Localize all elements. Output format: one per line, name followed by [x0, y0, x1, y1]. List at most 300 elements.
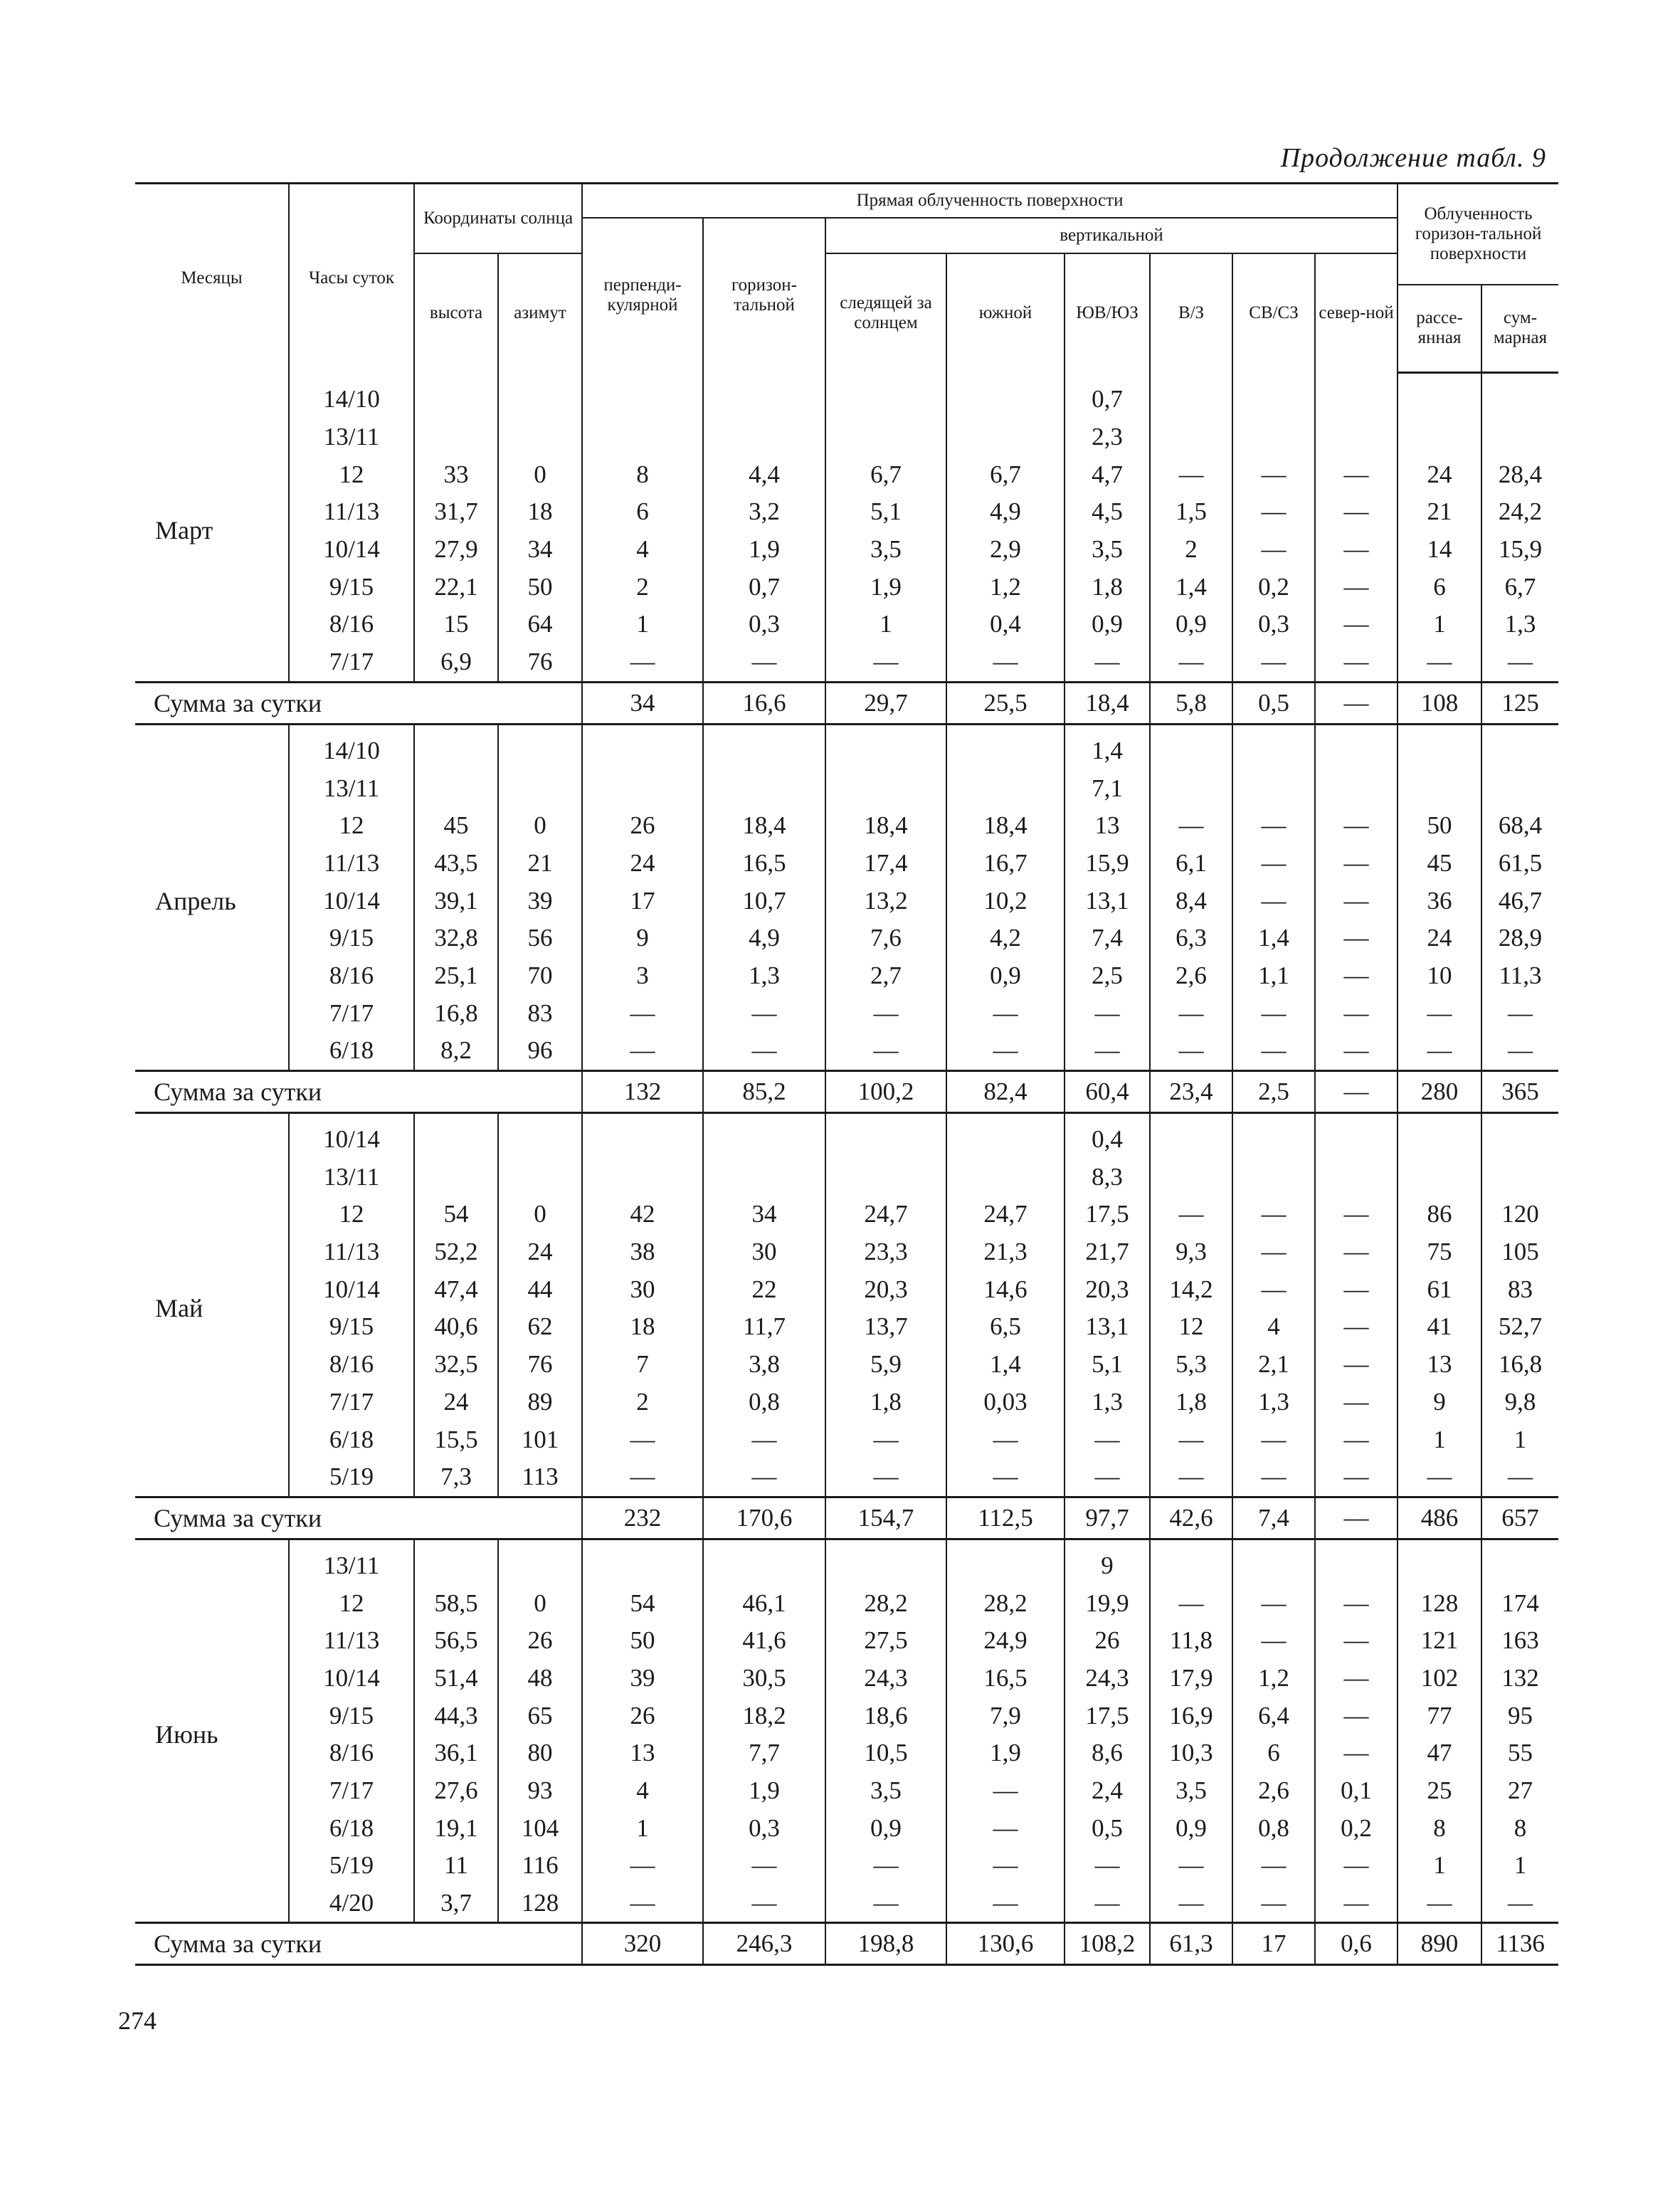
- value-cell: [825, 1158, 946, 1196]
- hour-cell: 10/14: [289, 882, 414, 920]
- value-cell: —: [1150, 456, 1232, 493]
- table-row: [135, 920, 1558, 957]
- value-cell: [498, 1112, 582, 1158]
- value-cell: 15: [414, 606, 498, 643]
- value-cell: [1481, 724, 1558, 769]
- value-cell: 24: [498, 1233, 582, 1271]
- hour-cell: 9/15: [289, 920, 414, 957]
- sum-value-cell: 1136: [1481, 1923, 1558, 1965]
- value-cell: 45: [414, 807, 498, 845]
- value-cell: —: [1481, 1458, 1558, 1497]
- value-cell: [1315, 769, 1398, 807]
- sum-value-cell: 154,7: [825, 1497, 946, 1539]
- header-sun-coords: Координаты солнца: [414, 184, 582, 253]
- value-cell: [1232, 724, 1315, 769]
- value-cell: 8,6: [1064, 1734, 1150, 1772]
- value-cell: 39: [582, 1660, 703, 1697]
- sum-value-cell: 5,8: [1150, 682, 1232, 724]
- value-cell: 4: [582, 531, 703, 569]
- value-cell: 26: [582, 1697, 703, 1734]
- value-cell: 31,7: [414, 493, 498, 531]
- value-cell: —: [703, 1847, 825, 1885]
- value-cell: —: [703, 1885, 825, 1923]
- value-cell: 13,1: [1064, 882, 1150, 920]
- value-cell: 8,4: [1150, 882, 1232, 920]
- value-cell: 47,4: [414, 1270, 498, 1308]
- value-cell: 1,4: [1150, 568, 1232, 606]
- value-cell: 4,9: [703, 920, 825, 957]
- value-cell: 17: [582, 882, 703, 920]
- sum-value-cell: 85,2: [703, 1070, 825, 1112]
- value-cell: [498, 373, 582, 418]
- value-cell: 24: [582, 845, 703, 883]
- value-cell: [414, 418, 498, 456]
- table-row: [135, 373, 1558, 418]
- value-cell: 128: [498, 1885, 582, 1923]
- value-cell: 24,3: [1064, 1660, 1150, 1697]
- value-cell: [1232, 373, 1315, 418]
- sum-value-cell: 657: [1481, 1497, 1558, 1539]
- hour-cell: 8/16: [289, 957, 414, 995]
- value-cell: 28,2: [825, 1584, 946, 1622]
- value-cell: —: [1064, 1421, 1150, 1458]
- value-cell: 11,8: [1150, 1622, 1232, 1660]
- value-cell: 61: [1398, 1270, 1481, 1308]
- value-cell: 1,3: [1232, 1384, 1315, 1421]
- hour-cell: 12: [289, 1584, 414, 1622]
- header-se-sw: ЮВ/ЮЗ: [1064, 253, 1150, 373]
- value-cell: —: [1064, 643, 1150, 682]
- value-cell: 132: [1481, 1660, 1558, 1697]
- daily-sum-label: Сумма за сутки: [135, 682, 582, 724]
- value-cell: —: [825, 994, 946, 1032]
- value-cell: [414, 724, 498, 769]
- hour-cell: 11/13: [289, 1233, 414, 1271]
- value-cell: 0,3: [1232, 606, 1315, 643]
- value-cell: —: [1398, 1032, 1481, 1070]
- value-cell: —: [1064, 1032, 1150, 1070]
- value-cell: 11: [414, 1847, 498, 1885]
- value-cell: 1,8: [1150, 1384, 1232, 1421]
- value-cell: —: [1315, 994, 1398, 1032]
- value-cell: —: [1232, 1196, 1315, 1233]
- sum-value-cell: 97,7: [1064, 1497, 1150, 1539]
- value-cell: 24: [1398, 456, 1481, 493]
- value-cell: 77: [1398, 1697, 1481, 1734]
- value-cell: —: [1150, 994, 1232, 1032]
- hour-cell: 6/18: [289, 1809, 414, 1847]
- value-cell: —: [1150, 1847, 1232, 1885]
- value-cell: 0,7: [703, 568, 825, 606]
- table-row: [135, 643, 1558, 682]
- value-cell: —: [946, 1809, 1064, 1847]
- value-cell: —: [703, 994, 825, 1032]
- value-cell: [825, 373, 946, 418]
- table-body: [135, 373, 1558, 1965]
- value-cell: 24,7: [825, 1196, 946, 1233]
- value-cell: 7,4: [1064, 920, 1150, 957]
- value-cell: 68,4: [1481, 807, 1558, 845]
- sum-value-cell: 0,6: [1315, 1923, 1398, 1965]
- value-cell: —: [582, 1885, 703, 1923]
- hour-cell: 11/13: [289, 845, 414, 883]
- value-cell: —: [1232, 1458, 1315, 1497]
- table-row: [135, 1270, 1558, 1308]
- value-cell: [1315, 373, 1398, 418]
- value-cell: 38: [582, 1233, 703, 1271]
- value-cell: [498, 1158, 582, 1196]
- value-cell: —: [1315, 1847, 1398, 1885]
- sum-value-cell: 320: [582, 1923, 703, 1965]
- value-cell: 4: [1232, 1308, 1315, 1346]
- table-row: [135, 1308, 1558, 1346]
- value-cell: 14: [1398, 531, 1481, 569]
- value-cell: 1,2: [1232, 1660, 1315, 1697]
- value-cell: 58,5: [414, 1584, 498, 1622]
- table-row: [135, 1384, 1558, 1421]
- value-cell: 18,4: [946, 807, 1064, 845]
- sum-value-cell: 60,4: [1064, 1070, 1150, 1112]
- value-cell: 13,7: [825, 1308, 946, 1346]
- value-cell: 2,7: [825, 957, 946, 995]
- value-cell: —: [1232, 994, 1315, 1032]
- value-cell: 1: [582, 606, 703, 643]
- value-cell: —: [1064, 1885, 1150, 1923]
- value-cell: 93: [498, 1772, 582, 1810]
- sum-value-cell: 82,4: [946, 1070, 1064, 1112]
- value-cell: [1481, 1158, 1558, 1196]
- value-cell: 105: [1481, 1233, 1558, 1271]
- value-cell: —: [825, 1458, 946, 1497]
- value-cell: 46,1: [703, 1584, 825, 1622]
- value-cell: 1: [825, 606, 946, 643]
- value-cell: 1,9: [703, 531, 825, 569]
- value-cell: —: [1150, 1421, 1232, 1458]
- value-cell: —: [1481, 994, 1558, 1032]
- hour-cell: 9/15: [289, 568, 414, 606]
- value-cell: 4,5: [1064, 493, 1150, 531]
- table-row: [135, 1697, 1558, 1734]
- value-cell: —: [1232, 1584, 1315, 1622]
- value-cell: [703, 373, 825, 418]
- table-row: [135, 957, 1558, 995]
- value-cell: 45: [1398, 845, 1481, 883]
- value-cell: 62: [498, 1308, 582, 1346]
- header-hours: Часы суток: [289, 184, 414, 373]
- value-cell: —: [1398, 1458, 1481, 1497]
- value-cell: 13: [582, 1734, 703, 1772]
- value-cell: —: [1315, 1622, 1398, 1660]
- value-cell: 50: [1398, 807, 1481, 845]
- value-cell: 3,7: [414, 1885, 498, 1923]
- value-cell: —: [1064, 1847, 1150, 1885]
- value-cell: —: [946, 1885, 1064, 1923]
- value-cell: —: [1315, 1270, 1398, 1308]
- value-cell: 15,9: [1064, 845, 1150, 883]
- sum-value-cell: 198,8: [825, 1923, 946, 1965]
- value-cell: 56,5: [414, 1622, 498, 1660]
- value-cell: [414, 1158, 498, 1196]
- value-cell: 4,7: [1064, 456, 1150, 493]
- hour-cell: 5/19: [289, 1847, 414, 1885]
- value-cell: [582, 1539, 703, 1584]
- value-cell: 7,6: [825, 920, 946, 957]
- value-cell: —: [1232, 456, 1315, 493]
- value-cell: —: [582, 1421, 703, 1458]
- value-cell: 10,7: [703, 882, 825, 920]
- value-cell: [1150, 1539, 1232, 1584]
- value-cell: 52,2: [414, 1233, 498, 1271]
- daily-sum-label: Сумма за сутки: [135, 1923, 582, 1965]
- hour-cell: 13/11: [289, 1158, 414, 1196]
- table-row: [135, 1539, 1558, 1584]
- value-cell: [1398, 373, 1481, 418]
- value-cell: 50: [582, 1622, 703, 1660]
- value-cell: —: [1315, 1421, 1398, 1458]
- table-row: [135, 568, 1558, 606]
- table-row: [135, 1622, 1558, 1660]
- value-cell: 3: [582, 957, 703, 995]
- value-cell: —: [1232, 807, 1315, 845]
- value-cell: 24,7: [946, 1196, 1064, 1233]
- value-cell: 44: [498, 1270, 582, 1308]
- hour-cell: 12: [289, 807, 414, 845]
- value-cell: [414, 373, 498, 418]
- value-cell: 54: [582, 1584, 703, 1622]
- value-cell: 24: [1398, 920, 1481, 957]
- value-cell: 14,2: [1150, 1270, 1232, 1308]
- value-cell: [703, 418, 825, 456]
- value-cell: 25: [1398, 1772, 1481, 1810]
- table-row: [135, 1196, 1558, 1233]
- sum-value-cell: 100,2: [825, 1070, 946, 1112]
- value-cell: [582, 769, 703, 807]
- value-cell: —: [1481, 1885, 1558, 1923]
- table-row: [135, 807, 1558, 845]
- value-cell: [1315, 418, 1398, 456]
- value-cell: [946, 724, 1064, 769]
- table-row: [135, 1885, 1558, 1923]
- table-row: [135, 418, 1558, 456]
- hour-cell: 10/14: [289, 1660, 414, 1697]
- value-cell: —: [1315, 1885, 1398, 1923]
- month-label: Май: [155, 1294, 204, 1323]
- sum-value-cell: 0,5: [1232, 682, 1315, 724]
- value-cell: 19,9: [1064, 1584, 1150, 1622]
- value-cell: [825, 724, 946, 769]
- daily-sum-row: [135, 1497, 1558, 1539]
- value-cell: 121: [1398, 1622, 1481, 1660]
- value-cell: 10,3: [1150, 1734, 1232, 1772]
- value-cell: 28,2: [946, 1584, 1064, 1622]
- value-cell: —: [1232, 531, 1315, 569]
- hour-cell: 7/17: [289, 1772, 414, 1810]
- value-cell: [1481, 1539, 1558, 1584]
- value-cell: 27: [1481, 1772, 1558, 1810]
- value-cell: [582, 724, 703, 769]
- value-cell: [1398, 769, 1481, 807]
- value-cell: —: [1315, 882, 1398, 920]
- value-cell: 5,1: [1064, 1346, 1150, 1384]
- value-cell: 20,3: [1064, 1270, 1150, 1308]
- value-cell: 22,1: [414, 568, 498, 606]
- value-cell: [582, 1158, 703, 1196]
- value-cell: [1150, 418, 1232, 456]
- value-cell: 0: [498, 456, 582, 493]
- value-cell: —: [1232, 643, 1315, 682]
- sum-value-cell: —: [1315, 682, 1398, 724]
- value-cell: 1: [582, 1809, 703, 1847]
- value-cell: 32,8: [414, 920, 498, 957]
- value-cell: 0: [498, 807, 582, 845]
- hour-cell: 8/16: [289, 1734, 414, 1772]
- value-cell: 8,3: [1064, 1158, 1150, 1196]
- value-cell: 1: [1398, 1421, 1481, 1458]
- value-cell: 2,1: [1232, 1346, 1315, 1384]
- daily-sum-row: [135, 1070, 1558, 1112]
- value-cell: 128: [1398, 1584, 1481, 1622]
- value-cell: 16,8: [1481, 1346, 1558, 1384]
- value-cell: —: [1150, 643, 1232, 682]
- value-cell: 18: [582, 1308, 703, 1346]
- header-azimuth: азимут: [498, 253, 582, 373]
- value-cell: 4,9: [946, 493, 1064, 531]
- hour-cell: 9/15: [289, 1697, 414, 1734]
- sum-value-cell: 246,3: [703, 1923, 825, 1965]
- value-cell: 4,4: [703, 456, 825, 493]
- page-number: 274: [118, 2006, 157, 2035]
- value-cell: 174: [1481, 1584, 1558, 1622]
- value-cell: 41,6: [703, 1622, 825, 1660]
- value-cell: 12: [1150, 1308, 1232, 1346]
- value-cell: 21: [1398, 493, 1481, 531]
- value-cell: 40,6: [414, 1308, 498, 1346]
- table-row: [135, 1032, 1558, 1070]
- header-ne-nw: СВ/СЗ: [1232, 253, 1315, 373]
- value-cell: 65: [498, 1697, 582, 1734]
- header-south: южной: [946, 253, 1064, 373]
- value-cell: 1: [1398, 1847, 1481, 1885]
- value-cell: 34: [703, 1196, 825, 1233]
- value-cell: —: [703, 1421, 825, 1458]
- value-cell: [946, 769, 1064, 807]
- hour-cell: 12: [289, 456, 414, 493]
- value-cell: —: [1398, 994, 1481, 1032]
- value-cell: [1315, 1112, 1398, 1158]
- value-cell: 17,5: [1064, 1196, 1150, 1233]
- value-cell: [946, 418, 1064, 456]
- value-cell: 75: [1398, 1233, 1481, 1271]
- value-cell: —: [1232, 1847, 1315, 1885]
- value-cell: 24: [414, 1384, 498, 1421]
- table-row: [135, 493, 1558, 531]
- sum-value-cell: 23,4: [1150, 1070, 1232, 1112]
- hour-cell: 10/14: [289, 1270, 414, 1308]
- value-cell: 18,4: [825, 807, 946, 845]
- value-cell: 56: [498, 920, 582, 957]
- sum-value-cell: 2,5: [1232, 1070, 1315, 1112]
- value-cell: —: [1315, 1584, 1398, 1622]
- value-cell: 43,5: [414, 845, 498, 883]
- value-cell: —: [582, 1032, 703, 1070]
- value-cell: 7: [582, 1346, 703, 1384]
- sum-value-cell: 108: [1398, 682, 1481, 724]
- value-cell: 20,3: [825, 1270, 946, 1308]
- value-cell: 26: [1064, 1622, 1150, 1660]
- table-row: [135, 1809, 1558, 1847]
- value-cell: 8,2: [414, 1032, 498, 1070]
- value-cell: 16,8: [414, 994, 498, 1032]
- value-cell: —: [1064, 994, 1150, 1032]
- value-cell: —: [1315, 920, 1398, 957]
- value-cell: —: [1232, 1885, 1315, 1923]
- hour-cell: 13/11: [289, 769, 414, 807]
- value-cell: —: [1232, 882, 1315, 920]
- hour-cell: 7/17: [289, 1384, 414, 1421]
- table-row: [135, 882, 1558, 920]
- sum-value-cell: 486: [1398, 1497, 1481, 1539]
- value-cell: 16,9: [1150, 1697, 1232, 1734]
- table-row: [135, 1847, 1558, 1885]
- value-cell: 2,6: [1150, 957, 1232, 995]
- value-cell: 27,5: [825, 1622, 946, 1660]
- sum-value-cell: 365: [1481, 1070, 1558, 1112]
- hour-cell: 8/16: [289, 606, 414, 643]
- value-cell: 1,3: [1481, 606, 1558, 643]
- value-cell: —: [1150, 807, 1232, 845]
- value-cell: 113: [498, 1458, 582, 1497]
- table-row: [135, 531, 1558, 569]
- value-cell: 101: [498, 1421, 582, 1458]
- daily-sum-row: [135, 682, 1558, 724]
- value-cell: 1,9: [946, 1734, 1064, 1772]
- value-cell: [703, 1158, 825, 1196]
- month-label: Март: [155, 516, 213, 544]
- value-cell: —: [1150, 1584, 1232, 1622]
- value-cell: 18,4: [703, 807, 825, 845]
- value-cell: 9: [1398, 1384, 1481, 1421]
- value-cell: [1232, 1158, 1315, 1196]
- value-cell: 18: [498, 493, 582, 531]
- value-cell: [1232, 1539, 1315, 1584]
- value-cell: —: [1315, 1697, 1398, 1734]
- value-cell: 7,7: [703, 1734, 825, 1772]
- value-cell: —: [825, 1421, 946, 1458]
- value-cell: 0: [498, 1584, 582, 1622]
- table-row: [135, 1772, 1558, 1810]
- value-cell: 36: [1398, 882, 1481, 920]
- value-cell: 2,5: [1064, 957, 1150, 995]
- value-cell: —: [1232, 1032, 1315, 1070]
- hour-cell: 7/17: [289, 994, 414, 1032]
- value-cell: 7,1: [1064, 769, 1150, 807]
- value-cell: [1315, 1158, 1398, 1196]
- value-cell: 5,9: [825, 1346, 946, 1384]
- value-cell: 13,2: [825, 882, 946, 920]
- value-cell: 33: [414, 456, 498, 493]
- value-cell: 15,5: [414, 1421, 498, 1458]
- value-cell: 120: [1481, 1196, 1558, 1233]
- value-cell: 28,4: [1481, 456, 1558, 493]
- value-cell: —: [1315, 807, 1398, 845]
- value-cell: [1150, 724, 1232, 769]
- hour-cell: 13/11: [289, 1539, 414, 1584]
- value-cell: [1481, 373, 1558, 418]
- value-cell: [582, 418, 703, 456]
- value-cell: 3,5: [1064, 531, 1150, 569]
- month-label: Июнь: [155, 1720, 218, 1749]
- value-cell: —: [1232, 845, 1315, 883]
